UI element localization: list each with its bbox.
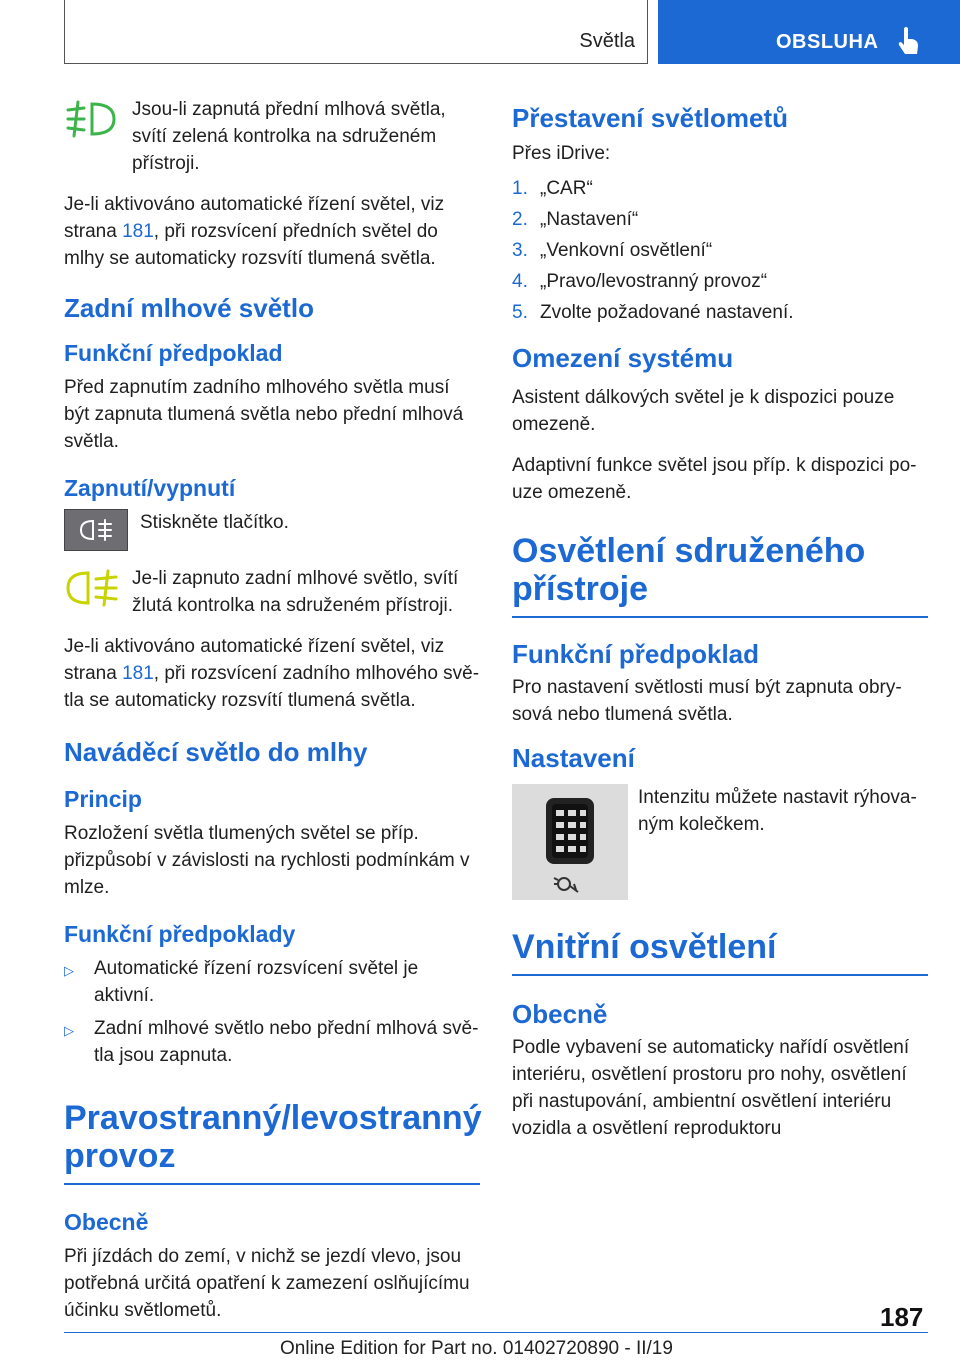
interior-general-heading: Obecně (512, 999, 608, 1029)
rear-fog-heading: Zadní mlhové světlo (64, 293, 314, 323)
dimmer-row (512, 784, 928, 900)
chapter-tab-label: OBSLUHA (776, 31, 879, 53)
principle-text: Rozložení světla tlumených světel se příp. přizpůsobí v závislosti na rychlosti podmínkám v mlze. (64, 823, 470, 898)
step-text: „CAR“ (540, 178, 593, 199)
rear-fog-requirement-heading: Funkční předpoklad (64, 340, 283, 366)
system-limits-heading: Omezení systému (512, 343, 734, 373)
rear-fog-indicator-text: Je-li zapnuto zadní mlhové světlo, svítí žlutá kontrolka na sdruženém přístroji. (132, 568, 459, 616)
step-number: 5. (512, 302, 528, 323)
footer-divider (64, 1332, 928, 1333)
system-limits-text-2: Adaptivní funkce světel jsou příp. k dispozici pouze omezeně. (512, 455, 917, 503)
triangle-bullet-icon: ▷ (64, 1023, 74, 1038)
front-fog-indicator-text: Jsou-li zapnutá přední mlhová světla, svítí zelená kontrolka na sdruženém přístroji. (132, 99, 446, 174)
requirement-text: Zadní mlhové světlo nebo přední mlhová světla jsou zapnuta. (94, 1018, 479, 1066)
requirements-list (64, 955, 480, 1069)
list-item (64, 1015, 480, 1069)
setting-text: Intenzitu můžete nastavit rýhovaným kolečkem. (638, 787, 917, 835)
list-item (512, 175, 928, 202)
traffic-side-heading: Pravostranný/levostranný provoz (64, 1099, 480, 1185)
list-item (512, 237, 928, 264)
cluster-requirement-heading: Funkční předpoklad (512, 639, 760, 669)
interior-lighting-heading: Vnitřní osvětlení (512, 928, 928, 976)
cluster-requirement-text: Pro nastavení světlosti musí být zapnuta obrysová nebo tlumená světla. (512, 677, 902, 725)
rear-fog-light-icon (79, 518, 113, 542)
list-item (512, 299, 928, 326)
step-number: 3. (512, 240, 528, 261)
step-text: „Venkovní osvětlení“ (540, 240, 713, 261)
page-link-181-b[interactable]: 181 (122, 663, 154, 684)
traffic-general-text: Při jízdách do zemí, v nichž se jezdí vlevo, jsou potřebná určitá opatření k zamezení oslňujícímu účinku světlometů. (64, 1246, 470, 1321)
list-item (512, 206, 928, 233)
on-off-heading: Zapnutí/vypnutí (64, 475, 236, 501)
system-limits-text-1: Asistent dálkových světel je k dispozici pouze omezeně. (512, 387, 895, 435)
list-item (64, 955, 480, 1009)
press-button-text: Stiskněte tlačítko. (140, 512, 289, 533)
auto-front-paragraph (64, 191, 480, 272)
dimmer-wheel-image (512, 784, 628, 900)
page-link-181[interactable]: 181 (122, 221, 154, 242)
left-column (64, 96, 480, 1338)
fog-guide-heading: Naváděcí světlo do mlhy (64, 737, 368, 767)
knurled-wheel-icon (512, 784, 628, 900)
step-number: 2. (512, 209, 528, 230)
rear-fog-button-row (64, 509, 480, 551)
header-section-box (64, 0, 648, 64)
step-text: „Nastavení“ (540, 209, 639, 230)
auto-front-text-post: , při rozsvícení předních světel do mlhy se automaticky rozsvítí tlumená světla. (64, 221, 438, 269)
step-text: „Pravo/levostranný provoz“ (540, 271, 768, 292)
headlight-adjust-heading: Přestavení světlometů (512, 103, 789, 133)
step-text: Zvolte požadované nastavení. (540, 302, 794, 323)
page-number: 187 (880, 1302, 924, 1332)
principle-heading: Princip (64, 786, 142, 812)
auto-rear-text-post: , při rozsvícení zadního mlhového světla se automaticky rozsvítí tlumená světla. (64, 663, 480, 711)
requirement-text: Automatické řízení rozsvícení světel je aktivní. (94, 958, 419, 1006)
edition-footer: Online Edition for Part no. 01402720890 - II/19 (280, 1338, 673, 1359)
auto-rear-paragraph (64, 633, 480, 714)
list-item (512, 268, 928, 295)
section-title: Světla (579, 30, 635, 52)
traffic-general-heading: Obecně (64, 1209, 149, 1235)
rear-fog-light-yellow-icon (64, 565, 120, 611)
front-fog-indicator-row (64, 96, 480, 177)
step-number: 4. (512, 271, 528, 292)
rear-fog-button-image (64, 509, 128, 551)
rear-fog-requirement-text: Před zapnutím zadního mlhového světla musí být zapnuta tlumená světla nebo přední mlhová světla. (64, 377, 464, 452)
via-idrive-text: Přes iDrive: (512, 143, 611, 164)
idrive-steps-list (512, 175, 928, 326)
triangle-bullet-icon: ▷ (64, 963, 74, 978)
chapter-tab (658, 0, 960, 64)
hand-pointer-icon (896, 26, 920, 56)
step-number: 1. (512, 178, 528, 199)
right-column (512, 96, 928, 1156)
auto-rear-text-pre: Je-li aktivováno automatické řízení světel, viz strana (64, 636, 445, 684)
front-fog-light-green-icon (64, 96, 120, 142)
interior-general-text: Podle vybavení se automaticky nařídí osvětlení interiéru, osvětlení prostoru pro nohy, osvětlení při nastupování, ambientní osvětlení interiéru vozidla a osvětlení reproduktoru (512, 1037, 910, 1139)
rear-fog-indicator-row (64, 565, 480, 619)
setting-heading: Nastavení (512, 743, 635, 773)
requirements-heading: Funkční předpoklady (64, 921, 296, 947)
cluster-lighting-heading: Osvětlení sdruženého přístroje (512, 532, 928, 618)
auto-front-text-pre: Je-li aktivováno automatické řízení světel, viz strana (64, 194, 445, 242)
